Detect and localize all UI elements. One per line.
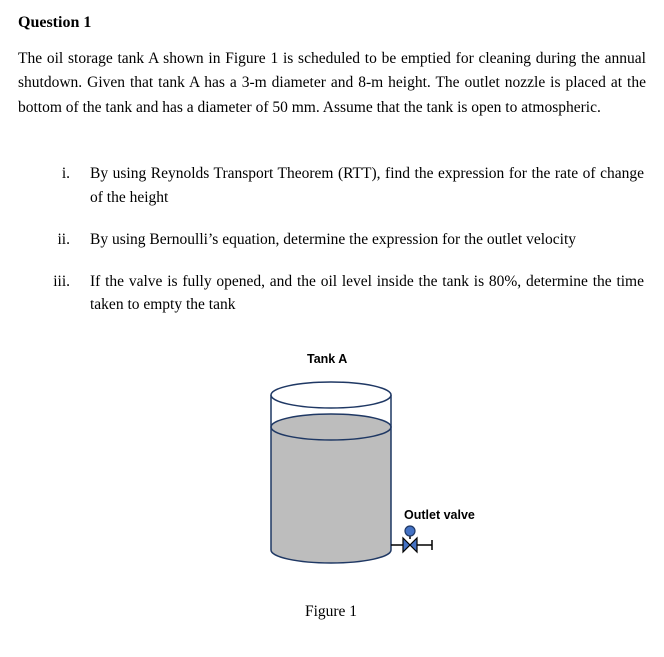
question-intro-paragraph: The oil storage tank A shown in Figure 1 is scheduled to be emptied for cleaning during the annual shutdown. Given that tank A has a 3-m diameter and 8-m height. The outlet nozzle is placed at the bottom of the tank and has a diameter of 50 mm. Assume that the tank is open to atmospheric.: [18, 50, 646, 116]
oil-fill: [271, 427, 391, 563]
valve-handle-icon: [405, 526, 415, 536]
tank-top-rim: [271, 382, 391, 408]
list-item-marker: i.: [61, 165, 70, 183]
question-parts-list: [18, 162, 644, 316]
list-item: [18, 228, 644, 251]
figure-caption: Figure 1: [304, 602, 358, 620]
list-item-text: By using Bernoulli’s equation, determine the expression for the outlet velocity: [90, 230, 576, 248]
list-item-text: If the valve is fully opened, and the oil level inside the tank is 80%, determine the time taken to empty the tank: [90, 273, 644, 314]
list-item-marker: iii.: [53, 273, 70, 291]
list-item-text: By using Reynolds Transport Theorem (RTT), find the expression for the rate of change of the height: [90, 165, 644, 206]
list-item: [18, 270, 644, 317]
tank-diagram: [211, 345, 491, 573]
oil-surface: [271, 414, 391, 440]
valve-icon: [403, 538, 410, 552]
list-item: [18, 162, 644, 209]
tank-label: Tank A: [307, 351, 348, 366]
list-item-marker: ii.: [57, 230, 70, 248]
outlet-valve-label: Outlet valve: [404, 507, 475, 522]
figure-1: [18, 345, 644, 621]
question-title: Question 1: [18, 14, 92, 31]
valve-icon: [410, 538, 417, 552]
